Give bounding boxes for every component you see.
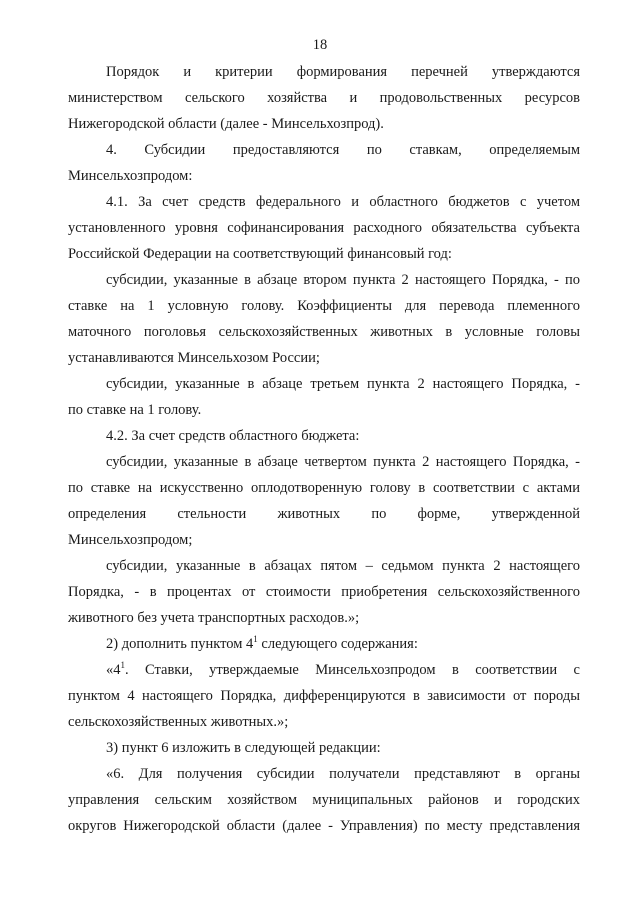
superscript: 1	[120, 660, 125, 670]
text-line: Минсельхозпродом:	[68, 168, 193, 184]
text-line: по ставке на 1 голову.	[68, 402, 202, 418]
text-line: Минсельхозпродом;	[68, 532, 193, 548]
text-line: пунктом 4 настоящего Порядка, дифференцируются в зависимости от породы	[68, 688, 580, 704]
text-line: Российской Федерации на соответствующий финансовый год:	[68, 246, 452, 262]
text-line: ставке на 1 условную голову. Коэффициенты для перевода племенного	[68, 298, 580, 314]
text-line: сельскохозяйственных животных.»;	[68, 714, 289, 730]
page-number: 18	[312, 37, 328, 53]
text-line: субсидии, указанные в абзаце третьем пункта 2 настоящего Порядка, -	[106, 376, 580, 392]
text-line: Порядок и критерии формирования перечней утверждаются	[106, 64, 580, 80]
text-segment: . Ставки, утверждаемые Минсельхозпродом в соответствии с	[125, 662, 580, 678]
superscript: 1	[253, 634, 258, 644]
text-segment: 2) дополнить пунктом 4	[106, 636, 254, 652]
text-line: Нижегородской области (далее - Минсельхозпрод).	[68, 116, 384, 132]
text-line: субсидии, указанные в абзацах пятом – седьмом пункта 2 настоящего	[106, 558, 580, 574]
text-line: определения стельности животных по форме, утвержденной	[68, 506, 580, 522]
text-segment: следующего содержания:	[257, 636, 418, 652]
text-line: 3) пункт 6 изложить в следующей редакции:	[106, 740, 381, 756]
text-line: по ставке на искусственно оплодотворенную голову в соответствии с актами	[68, 480, 580, 496]
text-line: животного без учета транспортных расходов.»;	[68, 610, 360, 626]
text-line: маточного поголовья сельскохозяйственных животных в условные головы	[68, 324, 580, 340]
text-line-with-superscript	[106, 660, 580, 680]
text-line: субсидии, указанные в абзаце втором пункта 2 настоящего Порядка, - по	[106, 272, 580, 288]
text-line-with-superscript	[106, 634, 580, 654]
text-line: управления сельским хозяйством муниципальных районов и городских	[68, 792, 580, 808]
text-line: субсидии, указанные в абзаце четвертом пункта 2 настоящего Порядка, -	[106, 454, 580, 470]
text-line: 4.1. За счет средств федерального и областного бюджетов с учетом	[106, 194, 580, 210]
text-line: устанавливаются Минсельхозом России;	[68, 350, 320, 366]
text-line: «6. Для получения субсидии получатели представляют в органы	[106, 766, 580, 782]
text-line: 4.2. За счет средств областного бюджета:	[106, 428, 360, 444]
text-line: округов Нижегородской области (далее - Управления) по месту представления	[68, 818, 580, 834]
text-line: установленного уровня софинансирования расходного обязательства субъекта	[68, 220, 580, 236]
text-line: Порядка, - в процентах от стоимости приобретения сельскохозяйственного	[68, 584, 580, 600]
text-line: министерством сельского хозяйства и продовольственных ресурсов	[68, 90, 580, 106]
text-segment: «4	[106, 662, 121, 678]
text-line: 4. Субсидии предоставляются по ставкам, определяемым	[106, 142, 580, 158]
